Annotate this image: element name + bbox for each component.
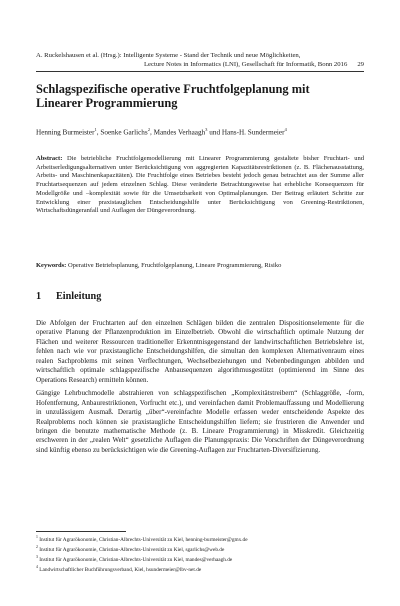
author-separator: , (150, 128, 154, 137)
footnote-text: Institut für Agrarökonomie, Christian-Albrechts-Universität zu Kiel, mandes@verhaagh.de (39, 556, 233, 563)
footnote-text: Institut für Agrarökonomie, Christian-Albrechts-Universität zu Kiel, sgarlichs@web.de (39, 546, 225, 553)
footnote (36, 564, 364, 574)
author-name: Mandes Verhaagh (153, 128, 206, 137)
footnote-mark: 1 (36, 535, 38, 539)
author-name: Soenke Garlichs (100, 128, 148, 137)
running-header-line2: Lecture Notes in Informatics (LNI), Gesellschaft für Informatik, Bonn 2016 (143, 61, 348, 68)
footnote-mark: 2 (36, 544, 38, 549)
keywords (36, 262, 364, 269)
running-header (36, 51, 364, 72)
author-separator: , (96, 128, 101, 137)
abstract-text: Die betriebliche Fruchtfolgemodellierung mit Linearer Programmierung gestaltete bisher Fruchtart- und Arbeitserledigungsalternativen unter Berücksichtigung von aggregierten Kapazitätsrestriktionen (z. B. Flächenausstattung, Arbeits- und Maschinenkapazitäten). Die Fruchtfolge eines Betriebes besteht jedoch genau betrachtet aus der Summe aller Fruchtartsequenzen auf jedem einzelnen Schlag. Diese veränderte Betrachtungsweise hat erhebliche Konsequenzen für Modellgröße und –komplexität sowie für die Umsetzbarkeit von Optimalplanungen. Der Beitrag erläutert Schritte zur Entwicklung einer praxistauglichen Entscheidungshilfe unter Berücksichtigung von Greening-Restriktionen, Wirtschaftsdüngeranfall und Auflagen der Düngeverordnung. (36, 155, 364, 215)
abstract-label: Abstract: (36, 155, 63, 162)
abstract (36, 155, 364, 216)
footnote (36, 534, 364, 544)
keywords-label: Keywords: (36, 262, 67, 269)
body-text (36, 319, 364, 459)
author-separator: und (207, 128, 222, 137)
footnote (36, 544, 364, 554)
footnotes (36, 534, 364, 573)
footnote-mark: 3 (36, 554, 38, 559)
section-heading (36, 291, 101, 302)
author-affiliation-mark: 2 (147, 127, 150, 132)
footnote-mark: 4 (36, 564, 38, 569)
author-name: Henning Burmeister (36, 128, 95, 137)
footnote (36, 554, 364, 564)
author-affiliation-mark: 1 (94, 127, 97, 132)
footnote-rule (36, 531, 126, 532)
paragraph: Gängige Lehrbuchmodelle abstrahieren von schlagspezifischen „Komplexitätstreibern“ (Schlaggröße, -form, Hofentfernung, Anbaurestriktionen, Vorfrucht etc.), und vereinfachen damit Problemauffassung und Modellierung in unzulässigem Ausmaß. Derartig „über“-vereinfachte Modelle erfassen weder entscheidende Aspekte des Realproblems noch können sie praxistaugliche Entscheidungshilfen liefern; sie frustrieren die Anwender und bringen die benutzte mathematische Methode (z. B. Lineare Programmierung) in Misskredit. Gleichzeitig erschweren in der „realen Welt“ gesetzliche Auflagen die Planungspraxis: Die Vorschriften der Düngeverordnung sind künftig ebenso zu berücksichtigen wie die Greening-Auflagen zur Fruchtarten-Diversifizierung. (36, 389, 364, 454)
page-number: 29 (357, 61, 364, 68)
header-rule (36, 71, 364, 72)
author-affiliation-mark: 3 (205, 127, 208, 132)
title-line-2: Linearer Programmierung (36, 96, 178, 110)
title-line-1: Schlagspezifische operative Fruchtfolgeplanung mit (36, 82, 310, 96)
author-list (36, 127, 364, 136)
paper-title (36, 82, 364, 110)
keywords-text: Operative Betriebsplanung, Fruchtfolgeplanung, Lineare Programmierung, Risiko (67, 262, 282, 269)
running-header-line1: A. Ruckelshausen et al. (Hrsg.): Intelligente Systeme - Stand der Technik und neue Möglichkeiten, (36, 52, 301, 59)
author-affiliation-mark: 4 (284, 127, 287, 132)
footnote-text: Landwirtschaftlicher Buchführungsverband, Kiel, hsundermeier@lbv-net.de (39, 566, 202, 573)
paragraph: Die Abfolgen der Fruchtarten auf den einzelnen Schlägen bilden die zentralen Dispositionselemente für die operative Planung der Pflanzenproduktion im Einzelbetrieb. Obwohl die wirtschaftlich optimale Nutzung der Flächen und weiterer Ressourcen traditioneller Erkenntnisgegenstand der landwirtschaftlichen Betriebslehre ist, fehlen nach wie vor praxistaugliche Entscheidungshilfen, die simultan den komplexen Alternativenraum eines realen Sachproblems mit seinen Verflechtungen, Wechselbeziehungen und Nebenbedingungen abbilden und wirtschaftlich optimale schlagspezifische Anbausequenzen algorithmusgestützt (optimierend im Sinne des Operations Research) ermitteln können. (36, 319, 364, 384)
section-number: 1 (36, 291, 42, 302)
section-title: Einleitung (56, 291, 102, 302)
footnote-text: Institut für Agrarökonomie, Christian-Albrechts-Universität zu Kiel, henning-burmeister@gmx.de (39, 536, 248, 543)
author-name: Hans-H. Sundermeier (221, 128, 285, 137)
